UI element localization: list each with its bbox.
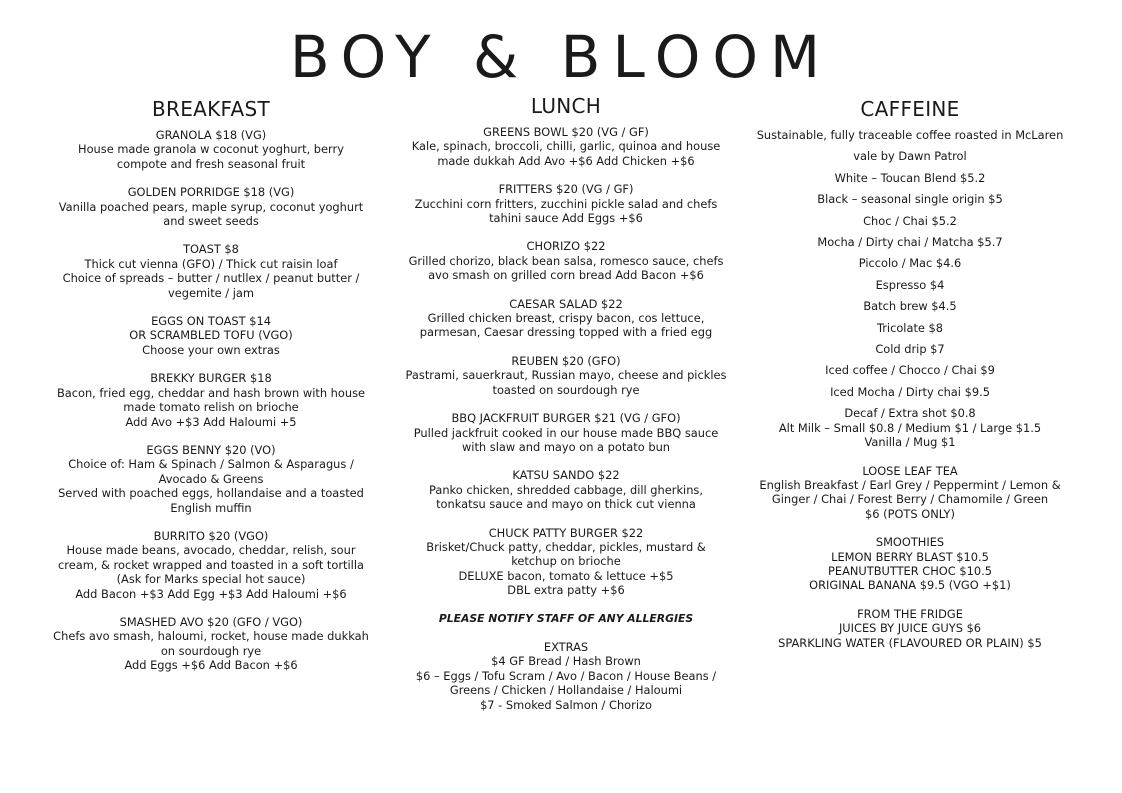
item-description: and sweet seeds [163, 214, 259, 229]
loose-leaf-tea-section [745, 464, 1075, 522]
menu-item-brekky-burger [40, 371, 382, 429]
item-name: BREKKY BURGER $18 [150, 371, 272, 386]
item-description: made dukkah Add Avo +$6 Add Chicken +$6 [437, 153, 695, 168]
item-name: GRANOLA $18 (VG) [155, 128, 267, 142]
menu-item-toast [40, 242, 382, 300]
item-name: KATSU SANDO $22 [512, 468, 620, 483]
item-description: on sourdough rye [160, 643, 262, 658]
tea-line: Ginger / Chai / Forest Berry / Chamomile / Green [771, 492, 1049, 507]
loose-leaf-heading: LOOSE LEAF TEA [862, 463, 958, 478]
item-name: BBQ JACKFRUIT BURGER $21 (VG / GFO) [451, 411, 681, 426]
item-description: tonkatsu sauce and mayo on thick cut vienna [436, 497, 696, 512]
menu-item-katsu-sando [398, 468, 734, 511]
smoothie-line: PEANUTBUTTER CHOC $10.5 [828, 563, 992, 578]
coffee-extras-line: Alt Milk – Small $0.8 / Medium $1 / Large $1.5 [778, 420, 1042, 435]
menu-item-golden-porridge [40, 185, 382, 228]
fridge-section [745, 607, 1075, 650]
item-name: FRITTERS $20 (VG / GF) [498, 182, 634, 197]
item-name: EGGS ON TOAST $14 [151, 314, 271, 329]
menu-item-bbq-jackfruit-burger [398, 411, 734, 454]
menu-item-caesar-salad [398, 297, 734, 340]
tea-line: $6 (POTS ONLY) [865, 506, 955, 521]
item-description: Grilled chorizo, black bean salsa, romesco sauce, chefs [408, 253, 724, 268]
item-description: Brisket/Chuck patty, cheddar, pickles, mustard & [426, 539, 706, 554]
item-name: CHORIZO $22 [526, 239, 606, 254]
menu-item-chuck-patty-burger [398, 526, 734, 598]
fridge-line: SPARKLING WATER (FLAVOURED OR PLAIN) $5 [778, 635, 1042, 650]
menu-item-smashed-avo [40, 615, 382, 673]
item-description: Served with poached eggs, hollandaise and a toasted [58, 486, 364, 501]
item-name: SMASHED AVO $20 (GFO / VGO) [119, 614, 303, 629]
item-description: Pulled jackfruit cooked in our house made BBQ sauce [413, 425, 719, 440]
extras-line: Greens / Chicken / Hollandaise / Haloumi [449, 683, 683, 698]
coffee-line: Iced Mocha / Dirty chai $9.5 [830, 384, 990, 399]
coffee-line: Sustainable, fully traceable coffee roasted in McLaren [756, 128, 1064, 142]
item-description: House made granola w coconut yoghurt, berry [78, 142, 344, 157]
coffee-line: Tricolate $8 [876, 320, 944, 335]
coffee-extras-line: Vanilla / Mug $1 [864, 435, 956, 450]
item-description: Chefs avo smash, haloumi, rocket, house made dukkah [53, 629, 369, 644]
item-name: EGGS BENNY $20 (VO) [146, 442, 276, 457]
coffee-extras-line: Decaf / Extra shot $0.8 [844, 406, 976, 421]
menu-item-burrito [40, 529, 382, 601]
menu-item-granola [40, 128, 382, 171]
item-name: CHUCK PATTY BURGER $22 [488, 525, 644, 540]
item-name: GREENS BOWL $20 (VG / GF) [483, 125, 649, 139]
item-description: Choose your own extras [142, 342, 280, 357]
item-description: Add Eggs +$6 Add Bacon +$6 [124, 658, 298, 673]
smoothies-heading: SMOOTHIES [875, 535, 945, 550]
smoothie-line: ORIGINAL BANANA $9.5 (VGO +$1) [809, 578, 1011, 593]
coffee-line: Batch brew $4.5 [863, 299, 957, 314]
coffee-line: vale by Dawn Patrol [853, 149, 967, 164]
item-name: TOAST $8 [183, 242, 239, 257]
item-description: compote and fresh seasonal fruit [116, 156, 306, 171]
coffee-line: Piccolo / Mac $4.6 [858, 256, 962, 271]
item-name: BURRITO $20 (VGO) [153, 528, 269, 543]
item-description: made tomato relish on brioche [123, 400, 299, 415]
breakfast-heading: BREAKFAST [151, 97, 270, 121]
extras-line: $6 – Eggs / Tofu Scram / Avo / Bacon / House Beans / [415, 668, 717, 683]
item-description: DELUXE bacon, tomato & lettuce +$5 [458, 568, 674, 583]
caffeine-heading: CAFFEINE [860, 97, 960, 121]
item-name: CAESAR SALAD $22 [509, 296, 623, 311]
item-description: toasted on sourdough rye [492, 382, 640, 397]
item-description: ketchup on brioche [511, 554, 621, 569]
smoothies-section [745, 535, 1075, 593]
menu-item-eggs-on-toast [40, 314, 382, 357]
menu-item-eggs-benny [40, 443, 382, 515]
item-description: (Ask for Marks special hot sauce) [116, 572, 306, 587]
menu-item-greens-bowl [398, 125, 734, 168]
item-description: Add Bacon +$3 Add Egg +$3 Add Haloumi +$6 [75, 586, 347, 601]
item-description: cream, & rocket wrapped and toasted in a soft tortilla [58, 557, 364, 572]
coffee-line: Espresso $4 [875, 277, 945, 292]
item-description: Pastrami, sauerkraut, Russian mayo, cheese and pickles [405, 368, 727, 383]
item-description: Panko chicken, shredded cabbage, dill gherkins, [428, 482, 703, 497]
item-description: DBL extra patty +$6 [507, 583, 625, 598]
item-description: Choice of spreads – butter / nutllex / peanut butter / [62, 271, 360, 286]
item-description: House made beans, avocado, cheddar, relish, sour [66, 543, 356, 558]
fridge-line: JUICES BY JUICE GUYS $6 [838, 621, 982, 636]
item-description: Zucchini corn fritters, zucchini pickle salad and chefs [414, 196, 718, 211]
lunch-heading: LUNCH [530, 94, 602, 118]
item-description: Thick cut vienna (GFO) / Thick cut raisin loaf [84, 256, 338, 271]
item-description: Bacon, fried egg, cheddar and hash brown with house [56, 385, 366, 400]
item-description: OR SCRAMBLED TOFU (VGO) [129, 328, 293, 343]
item-name: REUBEN $20 (GFO) [511, 353, 621, 368]
menu-item-fritters [398, 182, 734, 225]
item-description: vegemite / jam [167, 285, 255, 300]
lunch-column [398, 93, 734, 726]
menu-item-reuben [398, 354, 734, 397]
extras-section [398, 640, 734, 712]
extras-line: $7 - Smoked Salmon / Chorizo [480, 697, 652, 712]
restaurant-title: BOY & BLOOM [289, 23, 833, 91]
coffee-line: Cold drip $7 [875, 342, 945, 357]
item-description: Vanilla poached pears, maple syrup, coconut yoghurt [58, 199, 364, 214]
coffee-line: White – Toucan Blend $5.2 [834, 170, 986, 185]
item-description: Add Avo +$3 Add Haloumi +5 [125, 414, 297, 429]
item-description: tahini sauce Add Eggs +$6 [489, 211, 643, 226]
caffeine-column [745, 96, 1075, 664]
fridge-heading: FROM THE FRIDGE [857, 606, 963, 621]
coffee-list [745, 128, 1075, 399]
breakfast-column [40, 96, 382, 687]
item-description: avo smash on grilled corn bread Add Bacon +$6 [428, 268, 704, 283]
item-description: Choice of: Ham & Spinach / Salmon & Asparagus / [68, 457, 354, 472]
item-description: with slaw and mayo on a potato bun [461, 439, 671, 454]
coffee-line: Iced coffee / Chocco / Chai $9 [825, 363, 995, 378]
extras-line: $4 GF Bread / Hash Brown [491, 654, 641, 669]
item-description: English muffin [170, 500, 252, 515]
tea-line: English Breakfast / Earl Grey / Peppermint / Lemon & [759, 477, 1061, 492]
item-description: Grilled chicken breast, crispy bacon, cos lettuce, [427, 311, 705, 326]
coffee-extras-section [745, 406, 1075, 449]
item-description: parmesan, Caesar dressing topped with a fried egg [419, 325, 713, 340]
item-description: Avocado & Greens [158, 471, 264, 486]
item-description: Kale, spinach, broccoli, chilli, garlic, quinoa and house [411, 139, 721, 154]
smoothie-line: LEMON BERRY BLAST $10.5 [831, 549, 989, 564]
item-name: GOLDEN PORRIDGE $18 (VG) [127, 185, 295, 200]
coffee-line: Choc / Chai $5.2 [863, 213, 957, 228]
coffee-line: Mocha / Dirty chai / Matcha $5.7 [817, 235, 1003, 250]
coffee-line: Black – seasonal single origin $5 [817, 192, 1003, 207]
menu-item-chorizo [398, 239, 734, 282]
extras-heading: EXTRAS [543, 639, 589, 654]
allergy-notice: PLEASE NOTIFY STAFF OF ANY ALLERGIES [438, 611, 694, 625]
